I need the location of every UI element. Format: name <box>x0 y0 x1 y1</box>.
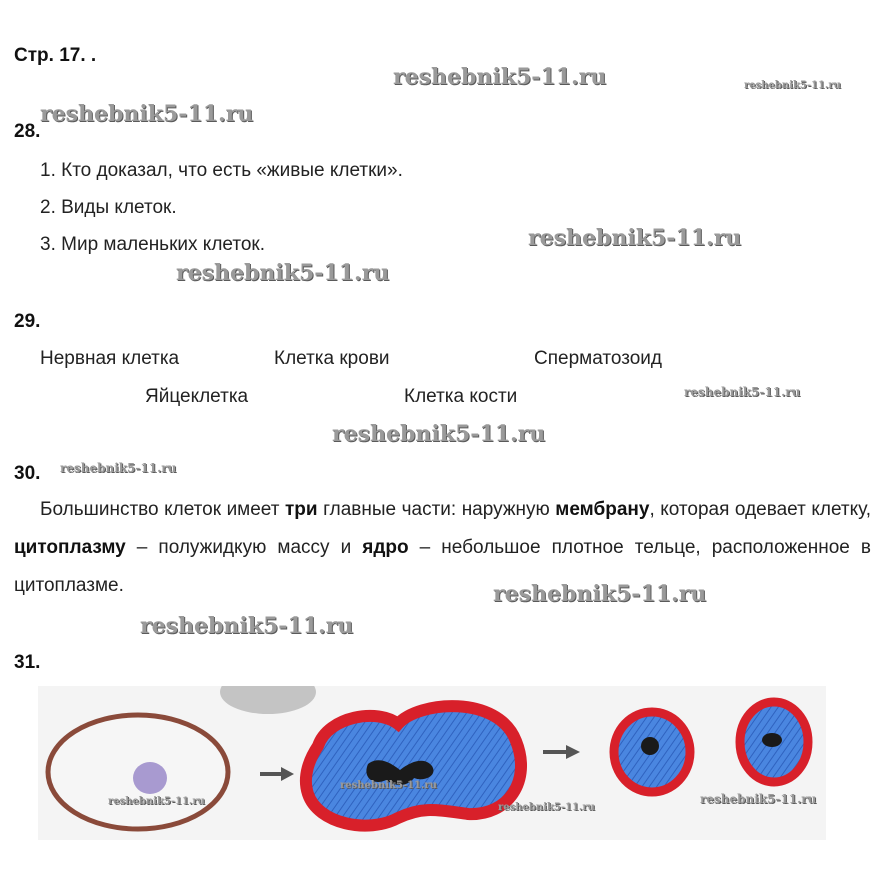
task-number: 31. <box>14 652 41 673</box>
cell-type-label: Клетка крови <box>274 348 390 369</box>
list-item: 1. Кто доказал, что есть «живые клетки». <box>40 160 403 181</box>
watermark: reshebnik5-11.ru <box>140 613 354 639</box>
cell-type-label: Нервная клетка <box>40 348 180 369</box>
page-title: Стр. 17. . <box>14 45 97 66</box>
watermark: reshebnik5-11.ru <box>332 421 546 447</box>
arrow-icon <box>281 767 294 781</box>
paragraph-text: – полужидкую массу и <box>125 537 363 558</box>
watermark: reshebnik5-11.ru <box>60 461 177 475</box>
task-number: 29. <box>14 311 41 332</box>
paragraph-text: главные части: наружную <box>317 499 556 520</box>
watermark: reshebnik5-11.ru <box>744 80 841 91</box>
original-nucleus <box>133 762 167 794</box>
watermark: reshebnik5-11.ru <box>40 101 254 127</box>
list-item: 3. Мир маленьких клеток. <box>40 234 265 255</box>
watermark: reshebnik5-11.ru <box>493 581 707 607</box>
bold-term: мембрану <box>555 499 650 520</box>
cell-type-label: Сперматозоид <box>534 348 662 369</box>
watermark: reshebnik5-11.ru <box>176 260 390 286</box>
paragraph-text: – небольшое плотное тельце, расположенное в цитоплазме. <box>14 537 871 596</box>
cell-type-label: Клетка кости <box>404 386 518 407</box>
cell-type-label: Яйцеклетка <box>145 386 249 407</box>
cell-division-svg <box>38 686 826 840</box>
watermark: reshebnik5-11.ru <box>700 792 817 806</box>
task-number: 30. <box>14 463 41 484</box>
list-item: 2. Виды клеток. <box>40 197 177 218</box>
paragraph-text: , которая одевает клетку, <box>649 499 871 520</box>
background-smudge <box>220 686 316 714</box>
watermark: reshebnik5-11.ru <box>528 225 742 251</box>
cell-division-drawing <box>38 686 826 840</box>
bold-term: цитоплазму <box>14 537 126 558</box>
watermark: reshebnik5-11.ru <box>340 780 437 791</box>
paragraph-text: Большинство клеток имеет <box>40 499 285 520</box>
daughter-nucleus <box>641 737 659 755</box>
watermark: reshebnik5-11.ru <box>498 802 595 813</box>
watermark: reshebnik5-11.ru <box>108 796 205 807</box>
watermark: reshebnik5-11.ru <box>684 385 801 399</box>
task-number: 28. <box>14 121 41 142</box>
bold-term: три <box>284 499 318 520</box>
daughter-nucleus <box>762 733 782 747</box>
arrow-icon <box>566 745 580 759</box>
bold-term: ядро <box>362 537 409 558</box>
watermark: reshebnik5-11.ru <box>393 64 607 90</box>
cell-structure-paragraph <box>14 491 871 605</box>
